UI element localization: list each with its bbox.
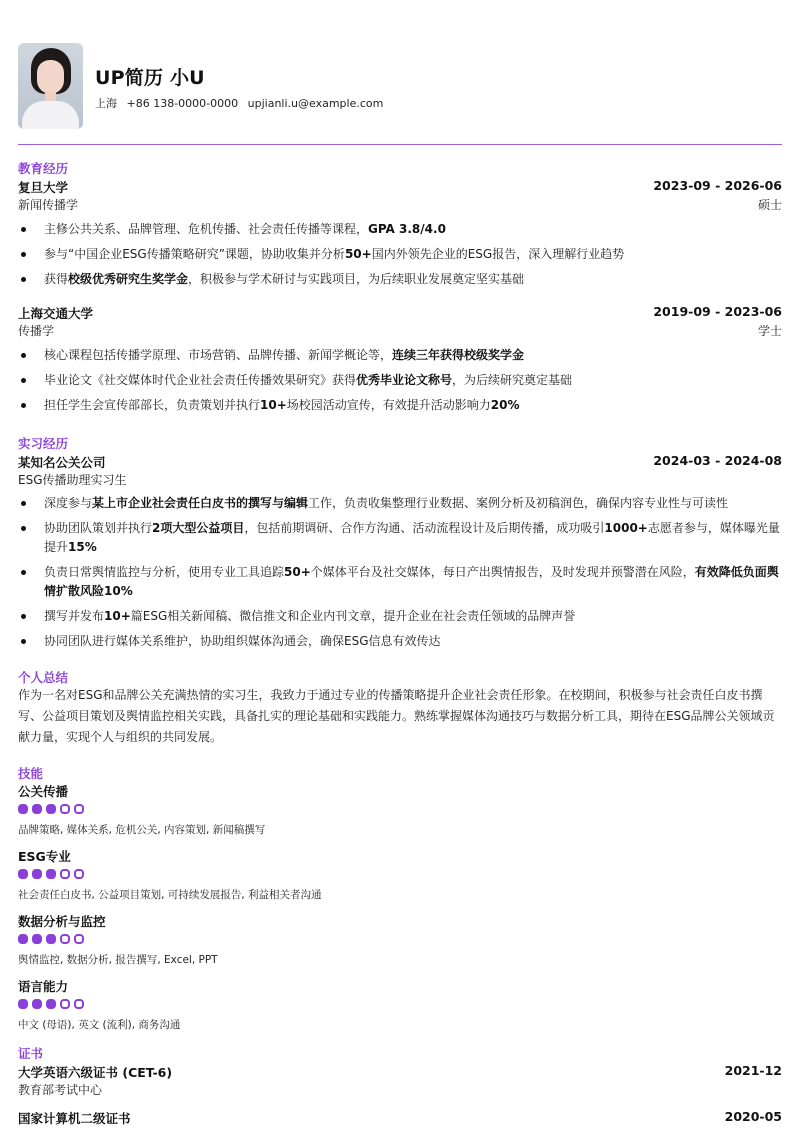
dot-empty-icon — [60, 804, 70, 814]
dot-filled-icon — [32, 804, 42, 814]
internship-header — [18, 453, 782, 471]
dot-filled-icon — [32, 869, 42, 879]
school-name: 上海交通大学 — [18, 306, 94, 321]
education-item-sub — [18, 196, 782, 212]
dot-filled-icon — [46, 999, 56, 1009]
phone: +86 138-0000-0000 — [126, 97, 239, 110]
education-dates: 2023-09 - 2026-06 — [653, 178, 782, 193]
dot-empty-icon — [74, 999, 84, 1009]
list-item: 协同团队进行媒体关系维护，协助组织媒体沟通会，确保ESG信息有效传达 — [18, 632, 782, 651]
dot-empty-icon — [60, 999, 70, 1009]
list-item: 参与“中国企业ESG传播策略研究”课题，协助收集并分析50+国内外领先企业的ESG报告，深入理解行业趋势 — [18, 245, 782, 264]
certificate-date: 2021-12 — [724, 1063, 782, 1078]
skill-level-dots — [18, 804, 84, 815]
list-item: 担任学生会宣传部部长，负责策划并执行10+场校园活动宣传，有效提升活动影响力20% — [18, 396, 782, 415]
dot-filled-icon — [32, 999, 42, 1009]
skill-level-dots — [18, 999, 84, 1010]
section-title-internship: 实习经历 — [18, 436, 69, 451]
major: 新闻传播学 — [18, 198, 79, 212]
list-item: 负责日常舆情监控与分析，使用专业工具追踪50+个媒体平台及社交媒体，每日产出舆情报告，及时发现并预警潜在风险，有效降低负面舆情扩散风险10% — [18, 563, 782, 601]
dot-empty-icon — [74, 804, 84, 814]
candidate-name: UP简历 小U — [95, 67, 205, 89]
dot-filled-icon — [46, 869, 56, 879]
list-item: 协助团队策划并执行2项大型公益项目，包括前期调研、合作方沟通、活动流程设计及后期传播，成功吸引1000+志愿者参与，媒体曝光量提升15% — [18, 519, 782, 557]
dot-empty-icon — [60, 869, 70, 879]
school-name: 复旦大学 — [18, 180, 69, 195]
summary-text: 作为一名对ESG和品牌公关充满热情的实习生，我致力于通过专业的传播策略提升企业社会责任形象。在校期间，积极参与社会责任白皮书撰写、公益项目策划及舆情监控相关实践，具备扎实的理论基础和实践能力。熟练掌握媒体沟通技巧与数据分析工具，期待在ESG品牌公关领域贡献力量，实现个人与组织的共同发展。 — [18, 688, 775, 744]
header-divider — [18, 144, 782, 145]
education-dates: 2019-09 - 2023-06 — [653, 304, 782, 319]
list-item: 核心课程包括传播学原理、市场营销、品牌传播、新闻学概论等，连续三年获得校级奖学金 — [18, 346, 782, 365]
dot-filled-icon — [18, 869, 28, 879]
education-bullets — [18, 220, 782, 295]
dot-filled-icon — [46, 934, 56, 944]
internship-bullets — [18, 494, 782, 657]
skill-name: ESG专业 — [18, 849, 71, 864]
skill-name: 语言能力 — [18, 979, 69, 994]
email[interactable]: upjianli.u@example.com — [247, 97, 384, 110]
education-bullets — [18, 346, 782, 421]
list-item: 毕业论文《社交媒体时代企业社会责任传播效果研究》获得优秀毕业论文称号，为后续研究奠定基础 — [18, 371, 782, 390]
resume-header — [18, 43, 782, 129]
skill-level-dots — [18, 869, 84, 880]
skill-level-dots — [18, 934, 84, 945]
profile-photo — [18, 43, 83, 129]
section-title-certificates: 证书 — [18, 1046, 44, 1061]
certificate-date: 2020-05 — [724, 1109, 782, 1124]
education-item-sub — [18, 322, 782, 338]
certificate-name: 国家计算机二级证书 — [18, 1111, 131, 1126]
certificate-issuer: 教育部考试中心 — [18, 1083, 103, 1097]
contact-info — [95, 95, 389, 111]
section-title-skills: 技能 — [18, 766, 44, 781]
dot-filled-icon — [18, 804, 28, 814]
internship-dates: 2024-03 - 2024-08 — [653, 453, 782, 468]
education-item-header — [18, 304, 782, 322]
company-name: 某知名公关公司 — [18, 455, 106, 470]
certificate-item — [18, 1063, 782, 1081]
skill-name: 公关传播 — [18, 784, 69, 799]
dot-empty-icon — [60, 934, 70, 944]
list-item: 深度参与某上市企业社会责任白皮书的撰写与编辑工作，负责收集整理行业数据、案例分析及初稿润色，确保内容专业性与可读性 — [18, 494, 782, 513]
list-item: 撰写并发布10+篇ESG相关新闻稿、微信推文和企业内刊文章，提升企业在社会责任领域的品牌声誉 — [18, 607, 782, 626]
degree: 学士 — [757, 324, 782, 338]
dot-filled-icon — [18, 999, 28, 1009]
skill-keywords: 中文 (母语), 英文 (流利), 商务沟通 — [18, 1019, 181, 1031]
dot-filled-icon — [18, 934, 28, 944]
certificate-name: 大学英语六级证书 (CET-6) — [18, 1065, 173, 1080]
section-title-summary: 个人总结 — [18, 670, 69, 685]
major: 传播学 — [18, 324, 55, 338]
skill-name: 数据分析与监控 — [18, 914, 106, 929]
list-item: 获得校级优秀研究生奖学金，积极参与学术研讨与实践项目，为后续职业发展奠定坚实基础 — [18, 270, 782, 289]
certificate-item — [18, 1109, 782, 1127]
internship-role: ESG传播助理实习生 — [18, 473, 127, 487]
skill-keywords: 品牌策略, 媒体关系, 危机公关, 内容策划, 新闻稿撰写 — [18, 824, 266, 836]
dot-filled-icon — [46, 804, 56, 814]
skill-keywords: 社会责任白皮书, 公益项目策划, 可持续发展报告, 利益相关者沟通 — [18, 889, 322, 901]
dot-empty-icon — [74, 934, 84, 944]
dot-empty-icon — [74, 869, 84, 879]
education-item-header — [18, 178, 782, 196]
skill-keywords: 舆情监控, 数据分析, 报告撰写, Excel, PPT — [18, 954, 218, 966]
degree: 硕士 — [757, 198, 782, 212]
section-title-education: 教育经历 — [18, 161, 69, 176]
location: 上海 — [95, 97, 117, 110]
list-item: 主修公共关系、品牌管理、危机传播、社会责任传播等课程，GPA 3.8/4.0 — [18, 220, 782, 239]
dot-filled-icon — [32, 934, 42, 944]
